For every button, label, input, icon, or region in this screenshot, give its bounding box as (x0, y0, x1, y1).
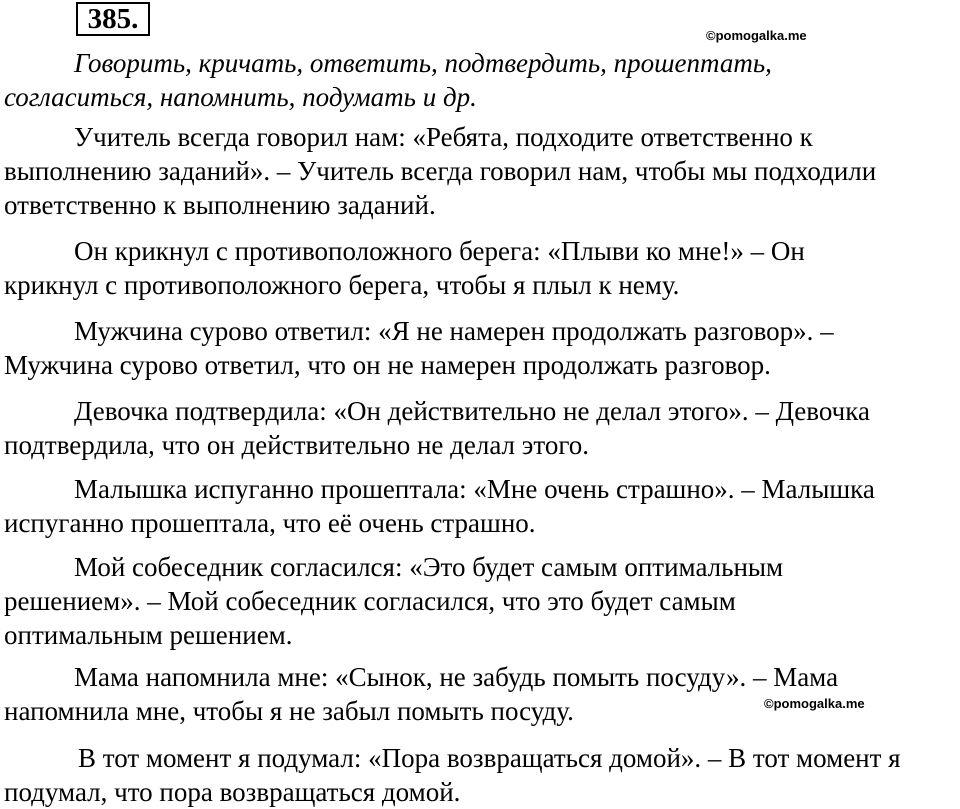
paragraph-line: Мужчина сурово ответил, что он не намерен продолжать разговор. (4, 350, 771, 380)
paragraph-line: Он крикнул с противоположного берега: «Плыви ко мне!» – Он (74, 236, 805, 266)
verbs-list (4, 46, 954, 114)
paragraph-line: испуганно прошептала, что её очень страшно. (4, 508, 536, 538)
paragraph-line: оптимальным решением. (4, 620, 293, 650)
paragraph-1 (4, 120, 954, 222)
paragraph-line: Малышка испуганно прошептала: «Мне очень страшно». – Малышка (74, 474, 875, 504)
paragraph-line: выполнению заданий». – Учитель всегда говорил нам, чтобы мы подходили (4, 156, 877, 186)
paragraph-3 (4, 314, 954, 382)
watermark-middle: ©pomogalka.me (764, 696, 865, 711)
paragraph-line: Учитель всегда говорил нам: «Ребята, подходите ответственно к (74, 122, 813, 152)
paragraph-8 (4, 741, 954, 809)
paragraph-line: напомнила мне, чтобы я не забыл помыть посуду. (4, 696, 574, 726)
paragraph-line: Мой собеседник согласился: «Это будет самым оптимальным (74, 552, 784, 582)
paragraph-4 (4, 394, 954, 462)
exercise-number: 385. (76, 2, 150, 36)
paragraph-line: ответственно к выполнению заданий. (4, 190, 436, 220)
paragraph-line: В тот момент я подумал: «Пора возвращаться домой». – В тот момент я (78, 743, 901, 773)
paragraph-line: Девочка подтвердила: «Он действительно не делал этого». – Девочка (74, 396, 870, 426)
paragraph-line: Мама напомнила мне: «Сынок, не забудь помыть посуду». – Мама (74, 662, 839, 692)
watermark-top: ©pomogalka.me (706, 28, 807, 43)
paragraph-line: подумал, что пора возвращаться домой. (4, 777, 461, 807)
paragraph-line: Мужчина сурово ответил: «Я не намерен продолжать разговор». – (74, 316, 834, 346)
paragraph-line: подтвердила, что он действительно не делал этого. (4, 430, 589, 460)
verbs-line-2: согласиться, напомнить, подумать и др. (4, 82, 477, 112)
paragraph-6 (4, 550, 954, 652)
paragraph-5 (4, 472, 954, 540)
verbs-line-1: Говорить, кричать, ответить, подтвердить, прошептать, (74, 48, 772, 78)
paragraph-2 (4, 234, 954, 302)
paragraph-line: решением». – Мой собеседник согласился, что это будет самым (4, 586, 736, 616)
paragraph-line: крикнул с противоположного берега, чтобы я плыл к нему. (4, 270, 680, 300)
